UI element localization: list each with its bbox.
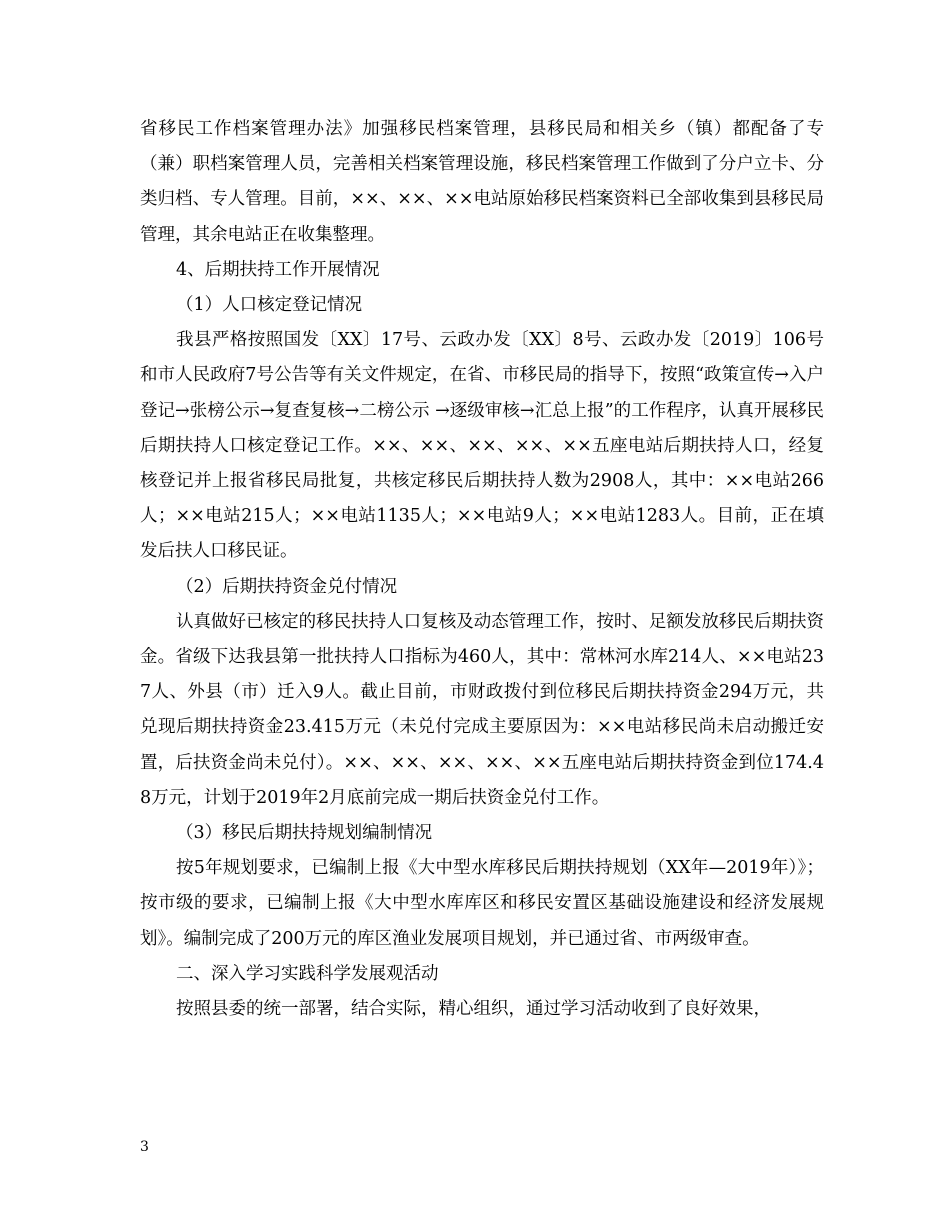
- heading-scientific-development: 二、深入学习实践科学发展观活动: [176, 963, 439, 984]
- body-text: [140, 112, 824, 1027]
- subheading-fund-payment: （2）后期扶持资金兑付情况: [176, 576, 398, 597]
- paragraph-planning: 按5年规划要求，已编制上报《大中型水库移民后期扶持规划（XX年—2019年）》；按市级的要求，已编制上报《大中型水库库区和移民安置区基础设施建设和经济发展规划》。编制完成了200万元的库区渔业发展项目规划，并已通过省、市两级审查。: [140, 858, 824, 949]
- paragraph-fund-payment: 认真做好已核定的移民扶持人口复核及动态管理工作，按时、足额发放移民后期扶资金。省级下达我县第一批扶持人口指标为460人，其中：常林河水库214人、××电站237人、外县（市）迁入9人。截止目前，市财政拨付到位移民后期扶持资金294万元，共兑现后期扶持资金23.415万元（未兑付完成主要原因为：××电站移民尚未启动搬迁安置，后扶资金尚未兑付）。××、××、××、××、××五座电站后期扶持资金到位174.48万元，计划于2019年2月底前完成一期后扶资金兑付工作。: [140, 611, 824, 808]
- subheading-population-registration: （1）人口核定登记情况: [176, 295, 363, 316]
- paragraph-population-registration: 我县严格按照国发〔XX〕17号、云政办发〔XX〕8号、云政办发〔2019〕106号和市人民政府7号公告等有关文件规定，在省、市移民局的指导下，按照“政策宣传→入户登记→张榜公示→复查复核→二榜公示 →逐级审核→汇总上报”的工作程序，认真开展移民后期扶持人口核定登记工作。××、××、××、××、××五座电站后期扶持人口，经复核登记并上报省移民局批复，共核定移民后期扶持人数为2908人，其中：××电站266人；××电站215人；××电站1135人；××电站9人；××电站1283人。目前，正在填发后扶人口移民证。: [140, 330, 824, 562]
- paragraph-county-deployment: 按照县委的统一部署，结合实际，精心组织，通过学习活动收到了良好效果，: [176, 999, 771, 1020]
- paragraph-archive-management: 省移民工作档案管理办法》加强移民档案管理，县移民局和相关乡（镇）都配备了专（兼）职档案管理人员，完善相关档案管理设施，移民档案管理工作做到了分户立卡、分类归档、专人管理。目前，××、××、××电站原始移民档案资料已全部收集到县移民局管理，其余电站正在收集整理。: [140, 119, 824, 245]
- page-number: 3: [140, 1139, 149, 1155]
- subheading-planning: （3）移民后期扶持规划编制情况: [176, 823, 433, 844]
- heading-post-support-work: 4、后期扶持工作开展情况: [176, 259, 380, 280]
